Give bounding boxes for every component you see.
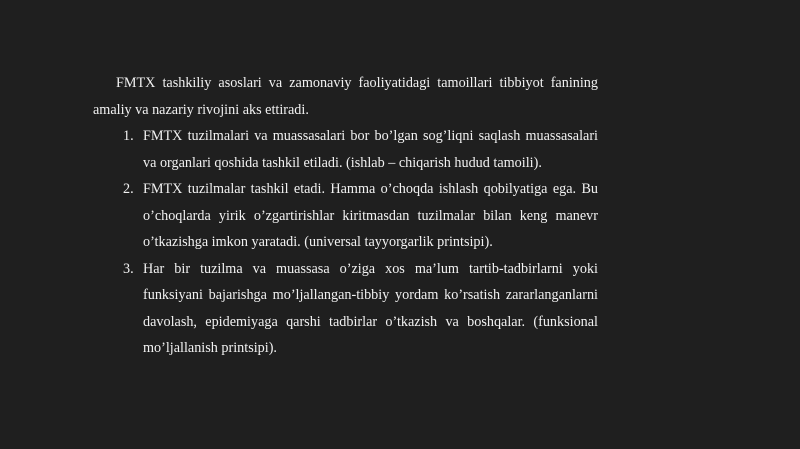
- intro-paragraph: FMTX tashkiliy asoslari va zamonaviy faoliyatidagi tamoillari tibbiyot fanining amaliy va nazariy rivojini aks ettiradi.: [93, 75, 598, 118]
- list-item-number: 3.: [123, 260, 134, 277]
- list-item-text: FMTX tuzilmalari va muassasalari bor bo’lgan sog’liqni saqlash muassasalari va organlari qoshida tashkil etiladi. (ishlab – chiqarish hudud tamoili).: [143, 128, 598, 171]
- list-item: [123, 176, 598, 256]
- list-item-text: Har bir tuzilma va muassasa o’ziga xos ma’lum tartib-tadbirlarni yoki funksiyani bajarishga mo’ljallangan-tibbiy yordam ko’rsatish zararlanganlarni davolash, epidemiyaga qarshi tadbirlar o’tkazish va boshqalar. (funksional mo’ljallanish printsipi).: [143, 260, 598, 356]
- list-item-text: FMTX tuzilmalar tashkil etadi. Hamma o’choqda ishlash qobilyatiga ega. Bu o’choqlarda yirik o’zgartirishlar kiritmasdan tuzilmalar bilan keng manevr o’tkazishga imkon yaratadi. (universal tayyorgarlik printsipi).: [143, 181, 598, 250]
- numbered-list: [93, 123, 598, 362]
- list-item: [123, 123, 598, 176]
- list-item-number: 1.: [123, 128, 134, 144]
- list-item-number: 2.: [123, 181, 134, 197]
- list-item: [123, 256, 598, 362]
- slide-content: [93, 70, 598, 362]
